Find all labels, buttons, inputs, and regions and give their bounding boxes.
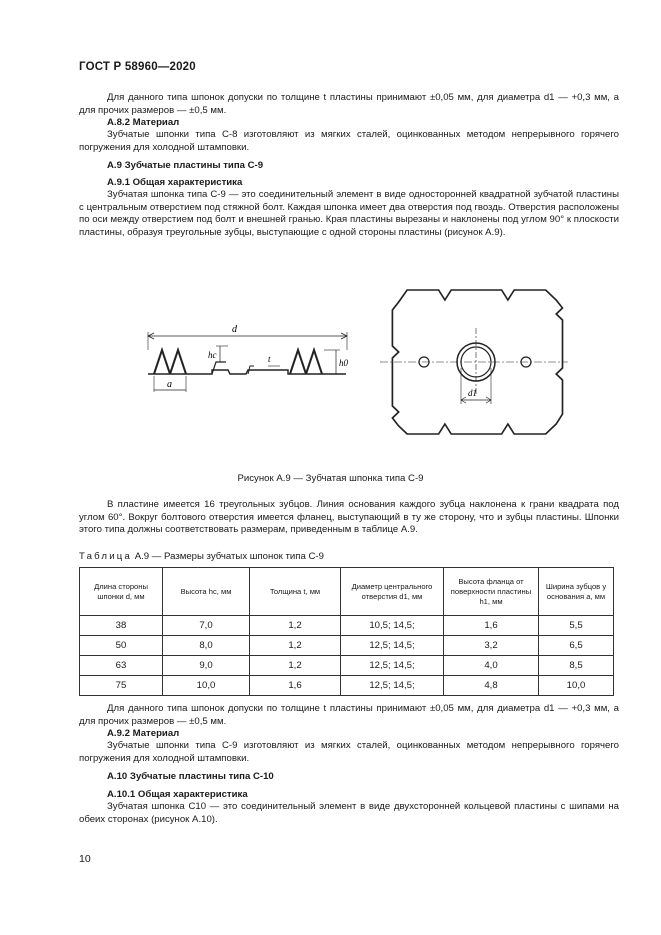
table-cell: 12,5; 14,5; [341, 656, 444, 676]
tolerance-paragraph-2: Для данного типа шпонок допуски по толщине t пластины принимают ±0,05 мм, для диаметра d1 — +0,3 мм, а для прочих размеров — ±0,5 мм. [79, 703, 619, 727]
col-header-teeth-width: Ширина зубцов у основания a, мм [539, 568, 614, 616]
table-header-row [80, 568, 614, 616]
table-cell: 50 [80, 636, 163, 656]
table-cell: 38 [80, 616, 163, 636]
label-hc: hc [208, 350, 217, 360]
table-cell: 4,0 [444, 656, 539, 676]
figure-side-view [140, 318, 360, 400]
section-a101-text: Зубчатая шпонка С10 — это соединительный элемент в виде двухсторонней кольцевой пластины с шипами на обеих сторонах (рисунок А.10). [79, 801, 619, 825]
table-cell: 8,0 [163, 636, 250, 656]
table-cell: 63 [80, 656, 163, 676]
table-caption-text: А.9 — Размеры зубчатых шпонок типа С-9 [134, 551, 324, 562]
table-row [80, 656, 614, 676]
table-cell: 9,0 [163, 656, 250, 676]
table-row [80, 636, 614, 656]
page-number: 10 [79, 853, 91, 865]
section-a91-title: А.9.1 Общая характеристика [107, 177, 243, 188]
table-cell: 7,0 [163, 616, 250, 636]
table-cell: 6,5 [539, 636, 614, 656]
table-caption-label: Таблица [79, 551, 133, 562]
col-header-hole-diameter: Диаметр центрального отверстия d1, мм [341, 568, 444, 616]
document-header: ГОСТ Р 58960—2020 [79, 61, 196, 73]
table-cell: 1,6 [250, 676, 341, 696]
label-d: d [232, 324, 237, 335]
section-a9-title: А.9 Зубчатые пластины типа С-9 [107, 160, 264, 171]
table-cell: 12,5; 14,5; [341, 676, 444, 696]
table-cell: 10,5; 14,5; [341, 616, 444, 636]
col-header-thickness: Толщина t, мм [250, 568, 341, 616]
table-cell: 4,8 [444, 676, 539, 696]
dimensions-table [79, 567, 614, 696]
table-cell: 3,2 [444, 636, 539, 656]
teeth-paragraph: В пластине имеется 16 треугольных зубцов. Линия основания каждого зубца наклонена к грани квадрата под углом 60°. Вокруг болтового отверстия имеется фланец, выступающий в ту же сторону, что и зубцы пластины. Шпонки этого типа должны соответствовать размерам, приведенным в таблице А.9. [79, 499, 619, 536]
table-cell: 12,5; 14,5; [341, 636, 444, 656]
tolerance-paragraph-1: Для данного типа шпонок допуски по толщине t пластины принимают ±0,05 мм, для диаметра d1 — +0,3 мм, а для прочих размеров — ±0,5 мм. [79, 92, 619, 116]
section-a92-text: Зубчатые шпонки типа С-9 изготовляют из мягких сталей, оцинкованных методом непрерывного горячего погружения для холодной штамповки. [79, 740, 619, 764]
col-header-flange-height: Высота фланца от поверхности пластины h1, мм [444, 568, 539, 616]
label-t: t [268, 354, 271, 364]
section-a101-title: А.10.1 Общая характеристика [107, 789, 248, 800]
section-a92-title: А.9.2 Материал [107, 728, 180, 739]
label-a: a [167, 379, 172, 390]
col-header-side-length: Длина стороны шпонки d, мм [80, 568, 163, 616]
table-cell: 1,2 [250, 616, 341, 636]
table-cell: 10,0 [163, 676, 250, 696]
table-row [80, 616, 614, 636]
table-cell: 10,0 [539, 676, 614, 696]
section-a82-text: Зубчатые шпонки типа С-8 изготовляют из мягких сталей, оцинкованных методом непрерывного горячего погружения для холодной штамповки. [79, 129, 619, 153]
table-cell: 1,2 [250, 636, 341, 656]
table-cell: 5,5 [539, 616, 614, 636]
table-cell: 8,5 [539, 656, 614, 676]
figure-top-view [376, 268, 572, 460]
table-cell: 1,2 [250, 656, 341, 676]
label-d1: d1 [468, 388, 477, 398]
label-h0: h0 [339, 358, 348, 368]
table-cell: 1,6 [444, 616, 539, 636]
table-caption [79, 551, 324, 562]
table-row [80, 676, 614, 696]
section-a82-title: А.8.2 Материал [107, 117, 180, 128]
table-cell: 75 [80, 676, 163, 696]
section-a91-text: Зубчатая шпонка типа С-9 — это соединительный элемент в виде односторонней квадратной зубчатой пластины с центральным отверстием под стяжной болт. Каждая шпонка имеет два отверстия под гвоздь. Отверстия расположены по оси между отверстием под болт и внешней гранью. Края пластины вырезаны и наклонены под углом 90° к плоскости пластины, образуя треугольные зубцы, выступающие с одной стороны пластины (рисунок А.9). [79, 189, 619, 238]
figure-caption: Рисунок А.9 — Зубчатая шпонка типа С-9 [237, 473, 424, 484]
section-a10-title: А.10 Зубчатые пластины типа С-10 [107, 771, 274, 782]
col-header-height: Высота hc, мм [163, 568, 250, 616]
